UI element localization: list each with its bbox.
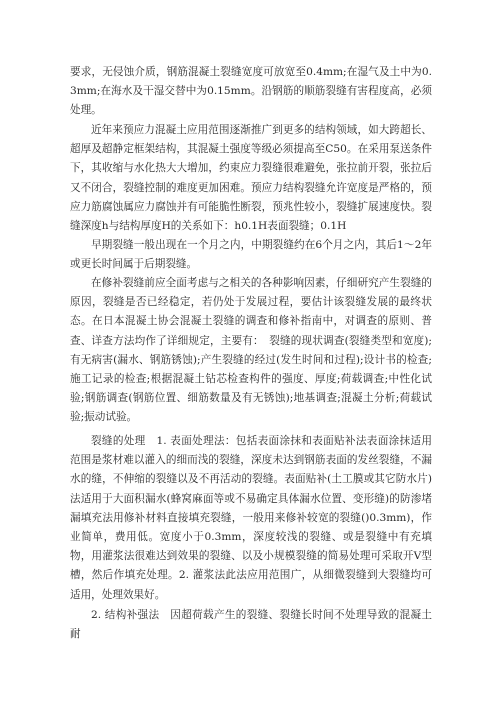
paragraph-4: 在修补裂缝前应全面考虑与之相关的各种影响因素，仔细研究产生裂缝的原因，裂缝是否已经稳定，若仍处于发展过程，要估计该裂缝发展的最终状态。在日本混凝土协会混凝土裂缝的调查和修补指南中，对调查的原则、普查、详查方法均作了详细规定，主要有： 裂缝的现状调查(裂缝类型和宽度);有无病害(漏水、钢筋锈蚀);产生裂缝的经过(发生时间和过程);设计书的检查;施工记录的检查;根据混凝土钻芯检查构件的强度、厚度;荷载调查;中性化试验;钢筋调查(钢筋位置、细筋数量及有无锈蚀);地基调查;混凝土分析;荷载试验;振动试验。 bbox=[70, 277, 432, 424]
paragraph-6: 2. 结构补强法 因超荷载产生的裂缝、裂缝长时间不处理导致的混凝土耐 bbox=[70, 609, 432, 641]
paragraph-1: 要求，无侵蚀介质，钢筋混凝土裂缝宽度可放宽至0.4mm;在湿气及土中为0.3mm;在海水及干湿交替中为0.15mm。沿钢筋的顺筋裂缝有害程度高，必须处理。 bbox=[70, 66, 432, 117]
paragraph-2: 近年来预应力混凝土应用范围逐渐推广到更多的结构领域，如大跨超长、超厚及超静定框架结构，其混凝土强度等级必须提高至C50。在采用泵送条件下，其收缩与水化热大大增加，约束应力裂缝很难避免，张拉前开裂，张拉后又不闭合，裂缝控制的难度更加困难。预应力结构裂缝允许宽度是严格的，预应力筋腐蚀属应力腐蚀并有可能脆性断裂，预兆性较小，裂缝扩展速度快。裂缝深度h与结构厚度H的关系如下：h0.1H表面裂缝；0.1H bbox=[70, 124, 432, 233]
paragraph-5: 裂缝的处理 1. 表面处理法：包括表面涂抹和表面贴补法表面涂抹适用范围是浆材难以灌入的细而浅的裂缝，深度未达到钢筋表面的发丝裂缝，不漏水的缝，不伸缩的裂缝以及不再活动的裂缝。表面贴补(土工膜或其它防水片)法适用于大面积漏水(蜂窝麻面等或不易确定具体漏水位置、变形缝)的防渗堵漏填充法用修补材料直接填充裂缝，一般用来修补较宽的裂缝()0.3mm)，作业简单，费用低。宽度小于0.3mm，深度较浅的裂缝、或是裂缝中有充填物，用灌浆法很难达到效果的裂缝、以及小规模裂缝的简易处理可采取开V型槽，然后作填充处理。2. 灌浆法此法应用范围广，从细微裂缝到大裂缝均可适用，处理效果好。 bbox=[70, 435, 432, 601]
paragraph-3: 早期裂缝一般出现在一个月之内，中期裂缝约在6个月之内，其后1～2年或更长时间属于后期裂缝。 bbox=[70, 239, 432, 271]
